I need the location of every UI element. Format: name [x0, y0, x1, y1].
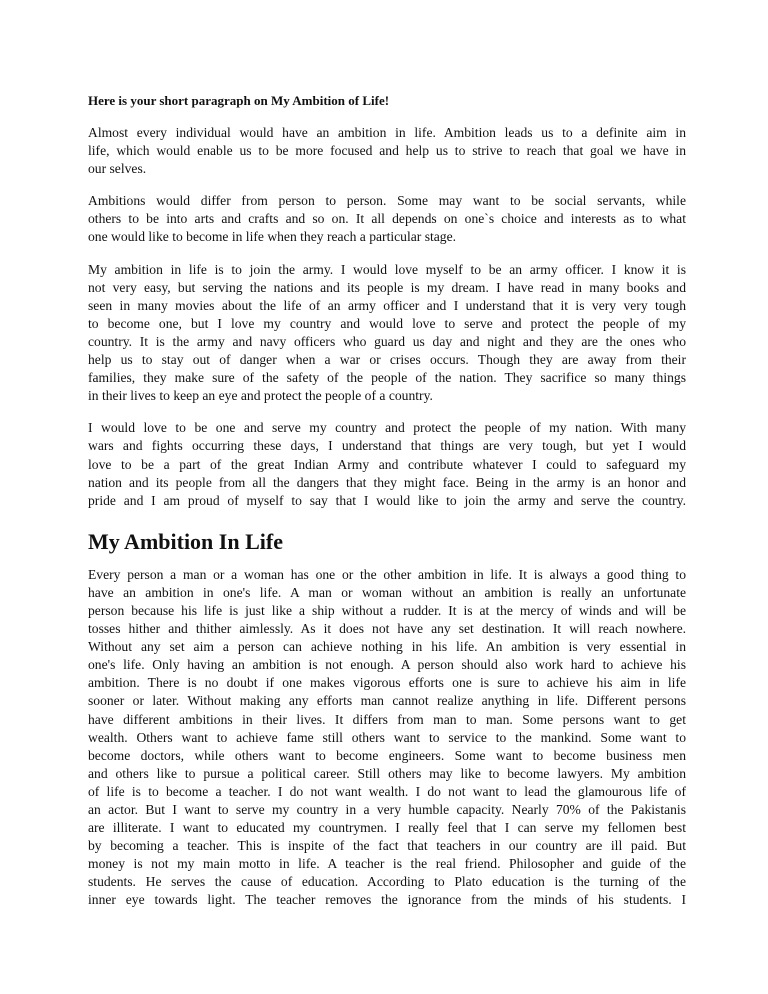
text-line: others to be into arts and crafts and so on. It all depends on one`s choice and interests as to what — [88, 211, 686, 227]
text-line: have an ambition in one's life. A man or woman without an ambition is really an unfortunate — [88, 584, 686, 600]
text-line: in their lives to keep an eye and protect the people of a country. — [88, 388, 433, 404]
text-line: by becoming a teacher. This is inspite of the fact that teachers in our country are ill paid. But — [88, 838, 686, 854]
text-line: of life is to become a teacher. I do not want wealth. I do not want to lead the glamourous life of — [88, 783, 686, 799]
text-line: an actor. But I want to serve my country in a very humble capacity. Nearly 70% of the Pakistanis — [88, 802, 686, 817]
text-line: one's life. Only having an ambition is not enough. A person should also work hard to achieve his — [88, 657, 686, 673]
text-line: love to be a part of the great Indian Army and contribute whatever I could to safeguard my — [88, 456, 686, 472]
text-line: and others like to pursue a political career. Still others may like to become lawyers. My ambition — [88, 765, 686, 781]
text-line: ambition. There is no doubt if one makes vigorous efforts one is sure to achieve his aim in life — [88, 675, 686, 691]
paragraph-1 — [88, 124, 686, 178]
text-line: wealth. Others want to achieve fame still others want to service to the mankind. Some want to — [88, 729, 686, 745]
text-line: nation and its people from all the dangers that they might face. Being in the army is an honor and — [88, 474, 686, 490]
section-paragraph — [88, 566, 686, 910]
text-line: our selves. — [88, 161, 147, 177]
text-line: Every person a man or a woman has one or the other ambition in life. It is always a good thing to — [88, 566, 686, 582]
text-line: Almost every individual would have an ambition in life. Ambition leads us to a definite aim in — [88, 125, 686, 140]
text-line: families, they make sure of the safety of the people of the nation. They sacrifice so many things — [88, 370, 686, 386]
text-line: not very easy, but serving the nations and its people is my dream. I have read in many books and — [88, 279, 686, 295]
text-line: country. It is the army and navy officers who guard us day and night and they are the ones who — [88, 333, 686, 349]
text-line: become doctors, while others want to become engineers. Some want to become business men — [88, 747, 686, 763]
text-line: help us to stay out of danger when a war or crises occurs. Though they are away from their — [88, 352, 686, 368]
paragraph-3 — [88, 261, 686, 406]
text-line: have different ambitions in their lives. It differs from man to man. Some persons want to get — [88, 711, 686, 727]
text-line: person because his life is just like a ship without a rudder. It is at the mercy of winds and will be — [88, 602, 686, 618]
text-line: Ambitions would differ from person to person. Some may want to be social servants, while — [88, 193, 686, 209]
text-line: inner eye towards light. The teacher removes the ignorance from the minds of his students. I — [88, 892, 686, 908]
paragraph-4 — [88, 419, 686, 509]
text-line: one would like to become in life when they reach a particular stage. — [88, 229, 457, 245]
document-page — [88, 92, 686, 924]
text-line: sooner or later. Without making any efforts man cannot realize anything in life. Different persons — [88, 693, 686, 709]
text-line: to become one, but I love my country and would love to serve and protect the people of my — [88, 315, 686, 331]
text-line: pride and I am proud of myself to say that I would like to join the army and serve the country. — [88, 492, 686, 508]
text-line: My ambition in life is to join the army. I would love myself to be an army officer. I know it is — [88, 261, 686, 277]
text-line: seen in many movies about the life of an army officer and I understand that it is very very tough — [88, 297, 686, 313]
text-line: wars and fights occurring these days, I understand that things are very tough, but yet I would — [88, 438, 686, 454]
section-heading: My Ambition In Life — [88, 528, 283, 554]
text-line: Without any set aim a person can achieve nothing in his life. An ambition is very essential in — [88, 639, 686, 655]
paragraph-2 — [88, 192, 686, 246]
intro-heading: Here is your short paragraph on My Ambition of Life! — [88, 93, 390, 108]
text-line: tosses hither and thither aimlessly. As it does not have any set destination. It will reach nowhere. — [88, 621, 686, 637]
text-line: I would love to be one and serve my country and protect the people of my nation. With many — [88, 420, 686, 436]
text-line: life, which would enable us to be more focused and help us to strive to reach that goal we have in — [88, 143, 686, 159]
text-line: money is not my main motto in life. A teacher is the real friend. Philosopher and guide of the — [88, 856, 686, 872]
text-line: students. He serves the cause of education. According to Plato education is the turning of the — [88, 874, 686, 890]
text-line: are illiterate. I want to educated my countrymen. I really feel that I can serve my fellomen best — [88, 820, 686, 836]
